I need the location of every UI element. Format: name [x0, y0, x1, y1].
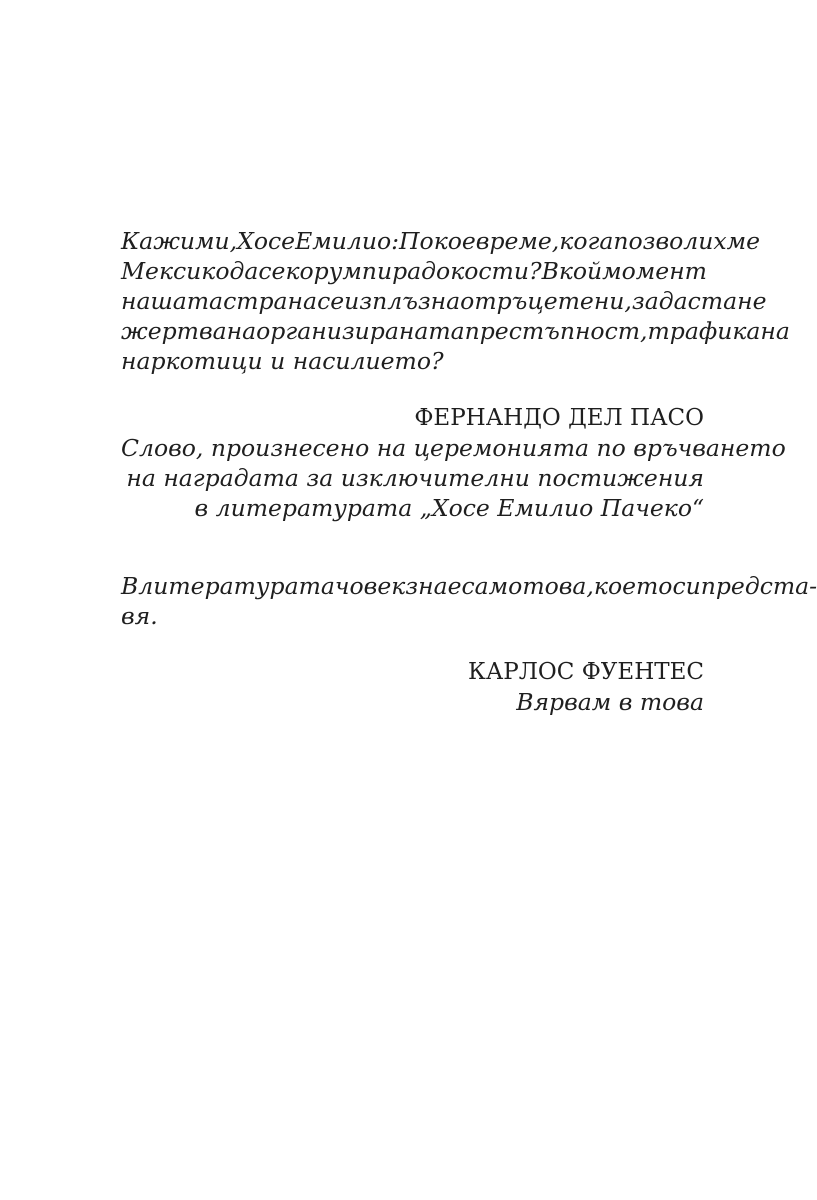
epigraph-source-line: в литературата „Хосе Емилио Пачеко“ — [194, 494, 704, 522]
epigraph-quote — [121, 226, 790, 376]
quote-line: нашата страна се изплъзна от ръцете ни, за да стане — [121, 287, 767, 315]
quote-line: Кажи ми, Хосе Емилио: По кое време, кога позволихме — [121, 227, 761, 255]
epigraph-quote — [121, 571, 817, 631]
epigraph-fernando-del-paso — [121, 226, 790, 523]
quote-line: жертва на организираната престъпност, трафика на — [121, 317, 790, 345]
epigraph-source-line: на наградата за изключителни постижения — [126, 464, 704, 492]
quote-line: Мексико да се корумпира до кости? В кой момент — [121, 257, 707, 285]
quote-line: В литературата човек знае само това, което си предста- — [121, 572, 817, 600]
epigraph-author: КАРЛОС ФУЕНТЕС — [468, 659, 704, 685]
epigraph-carlos-fuentes — [121, 571, 817, 717]
epigraph-source-line: Слово, произнесено на церемонията по връчването — [121, 434, 786, 462]
epigraph-source-line: Вярвам в това — [516, 688, 704, 716]
quote-line: наркотици и насилието? — [121, 347, 444, 375]
epigraph-author: ФЕРНАНДО ДЕЛ ПАСО — [414, 405, 704, 431]
quote-line: вя. — [121, 602, 158, 630]
